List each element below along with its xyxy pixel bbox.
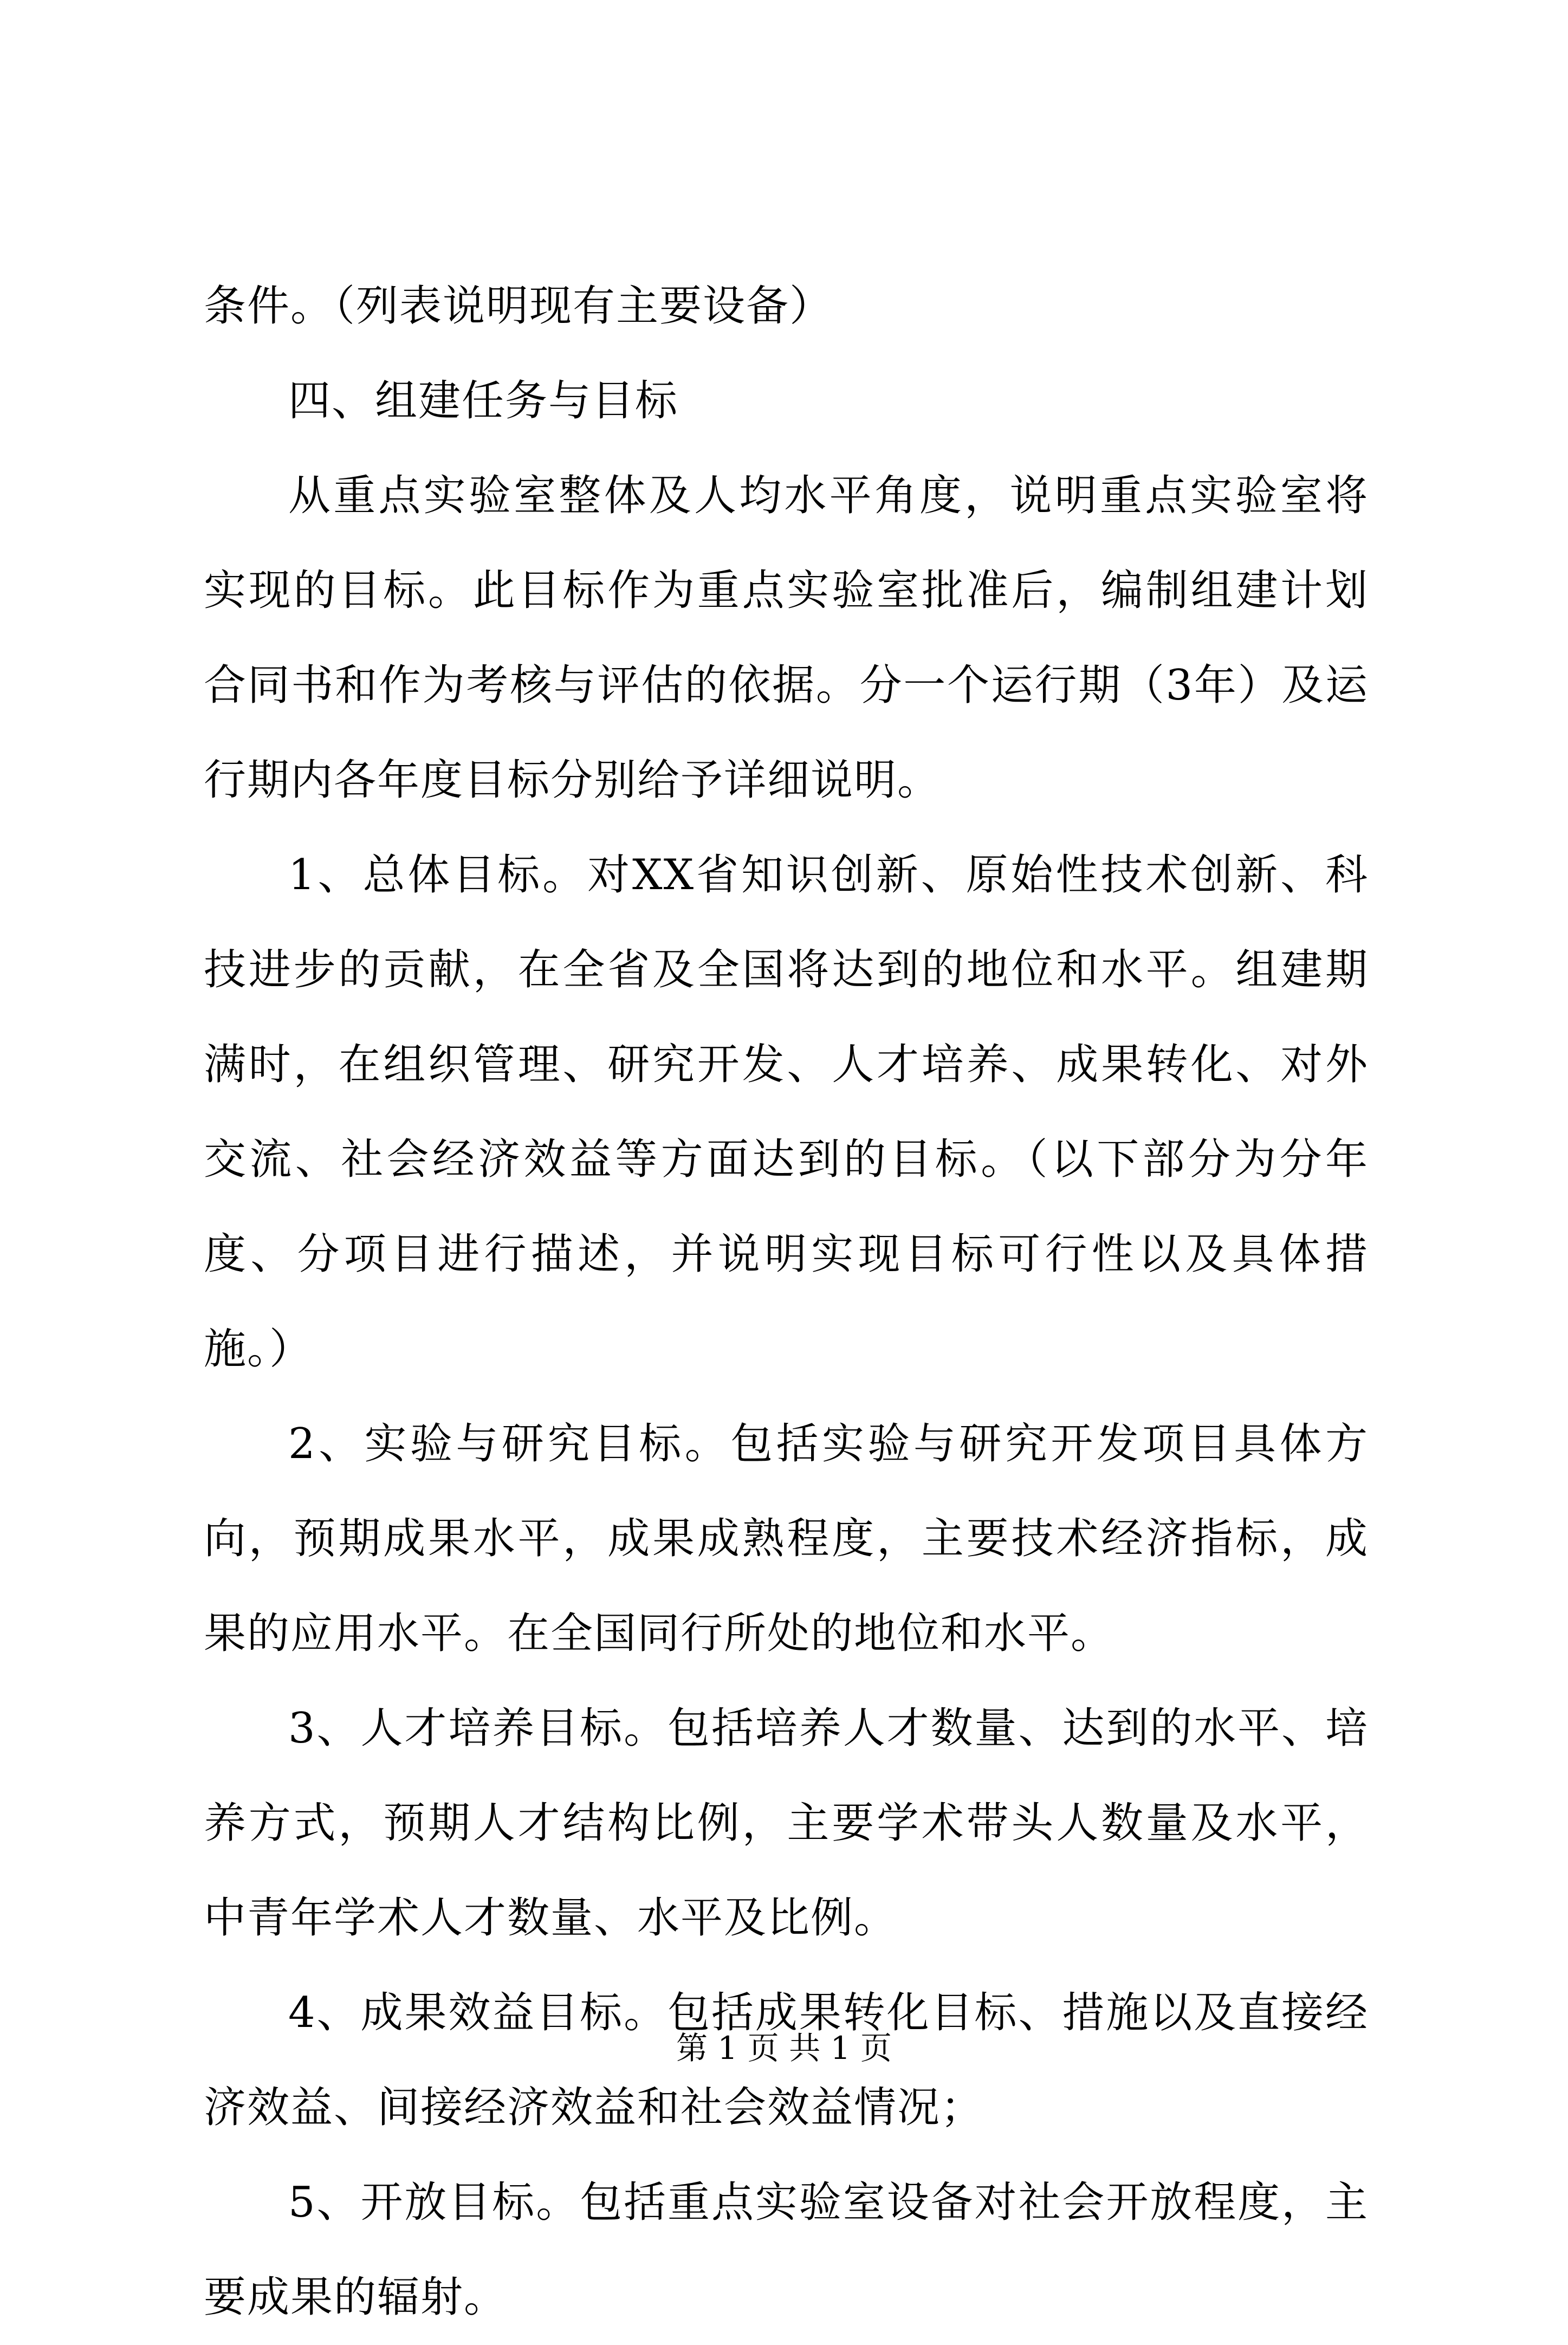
page-footer: 第 1 页 共 1 页	[676, 2030, 892, 2067]
paragraph-overall-goal: 1、总体目标。对XX省知识创新、原始性技术创新、科技进步的贡献，在全省及全国将达到的地位和水平。组建期满时，在组织管理、研究开发、人才培养、成果转化、对外交流、社会经济效益等方面达到的目标。（以下部分为分年度、分项目进行描述，并说明实现目标可行性以及具体措施。）	[204, 851, 1369, 1374]
paragraph-open-goal: 5、开放目标。包括重点实验室设备对社会开放程度，主要成果的辐射。	[204, 2178, 1369, 2322]
paragraph-benefit-goal: 4、成果效益目标。包括成果转化目标、措施以及直接经济效益、间接经济效益和社会效益情况；	[204, 1988, 1369, 2132]
paragraph-talent-goal: 3、人才培养目标。包括培养人才数量、达到的水平、培养方式，预期人才结构比例，主要学术带头人数量及水平，中青年学术人才数量、水平及比例。	[204, 1704, 1369, 1942]
paragraph-research-goal: 2、实验与研究目标。包括实验与研究开发项目具体方向，预期成果水平，成果成熟程度，主要技术经济指标，成果的应用水平。在全国同行所处的地位和水平。	[204, 1420, 1369, 1658]
section-heading: 四、组建任务与目标	[288, 377, 679, 425]
paragraph-intro: 从重点实验室整体及人均水平角度，说明重点实验室将实现的目标。此目标作为重点实验室批准后，编制组建计划合同书和作为考核与评估的依据。分一个运行期（3年）及运行期内各年度目标分别给予详细说明。	[204, 471, 1369, 805]
paragraph-1: 条件。（列表说明现有主要设备）	[204, 282, 833, 331]
